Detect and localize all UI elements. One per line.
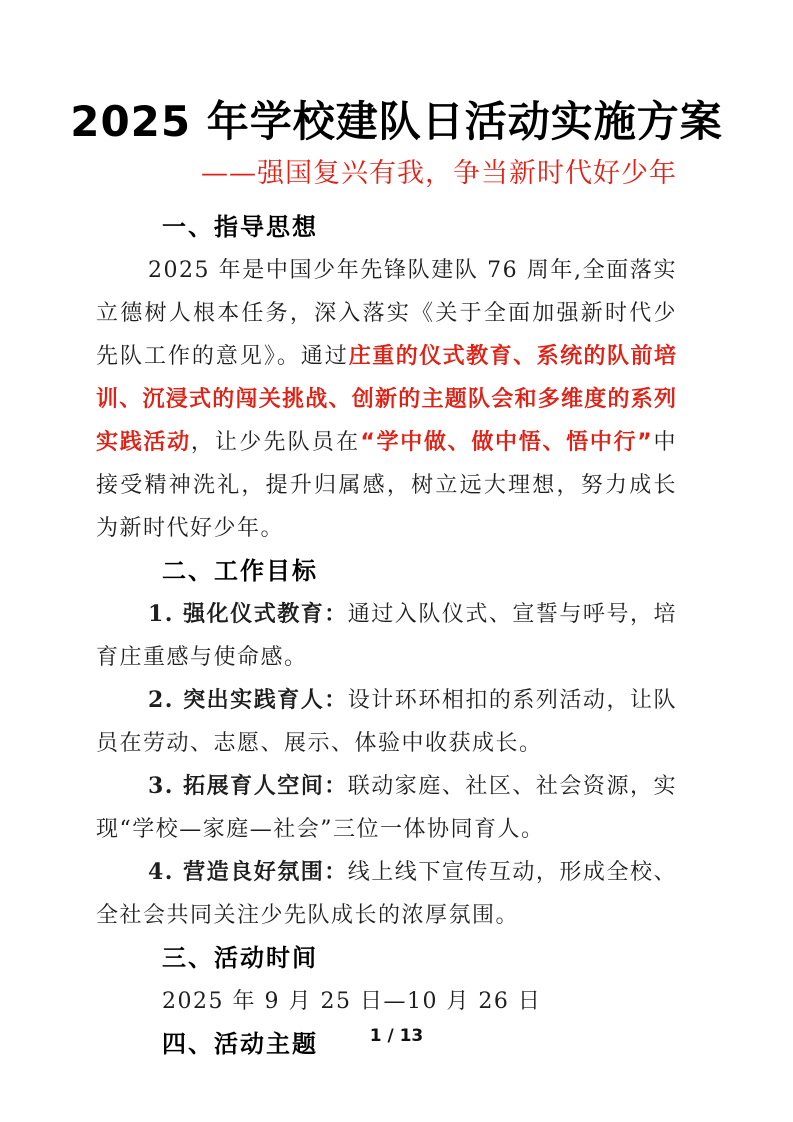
goal-item-2 (96, 679, 677, 765)
goal-2-label: 2. 突出实践育人： (148, 687, 348, 713)
goal-item-3 (96, 765, 677, 851)
goal-4-label: 4. 营造良好氛围： (148, 859, 348, 885)
document-subtitle: ——强国复兴有我，争当新时代好少年 (201, 158, 677, 189)
goal-2-text: 设计环环相扣的系列活动，让队员在劳动、志愿、展示、体验中收获成长。 (96, 688, 677, 756)
section-heading-work-goals: 二、工作目标 (162, 557, 318, 585)
goal-1-text: 通过入队仪式、宣誓与呼号，培育庄重感与使命感。 (96, 602, 677, 670)
goal-3-label: 3. 拓展育人空间： (148, 773, 348, 799)
goal-item-1 (96, 593, 677, 679)
intro-run-2-red: 庄重的仪式教育、系统的队前培训、沉浸式的闯关挑战、创新的主题队会和多维度的系列实践活动 (96, 344, 677, 455)
goal-1-label: 1. 强化仪式教育： (148, 601, 348, 627)
goal-3-text: 联动家庭、社区、社会资源，实现“学校—家庭—社会”三位一体协同育人。 (96, 774, 677, 842)
page-number: 1 / 13 (369, 1026, 424, 1046)
intro-run-1: 2025 年是中国少年先锋队建队 76 周年,全面落实立德树人根本任务，深入落实《关于全面加强新时代少先队工作的意见》。通过 (96, 258, 677, 369)
section-heading-activity-time: 三、活动时间 (162, 944, 318, 972)
intro-run-5: 中接受精神洗礼，提升归属感，树立远大理想，努力成长为新时代好少年。 (96, 430, 677, 541)
intro-run-3: ，让少先队员在 (190, 430, 361, 455)
section-heading-activity-theme: 四、活动主题 (162, 1030, 318, 1058)
intro-paragraph (96, 249, 677, 550)
intro-run-4-red: “学中做、做中悟、悟中行” (360, 430, 653, 455)
document-title: 2025 年学校建队日活动实施方案 (70, 97, 723, 146)
document-body (96, 206, 677, 1066)
goal-4-text: 线上线下宣传互动，形成全校、全社会共同关注少先队成长的浓厚氛围。 (96, 860, 677, 928)
section-heading-guiding-ideology: 一、指导思想 (162, 213, 318, 241)
goal-item-4 (96, 851, 677, 937)
activity-time-range: 2025 年 9 月 25 日—10 月 26 日 (162, 989, 542, 1014)
